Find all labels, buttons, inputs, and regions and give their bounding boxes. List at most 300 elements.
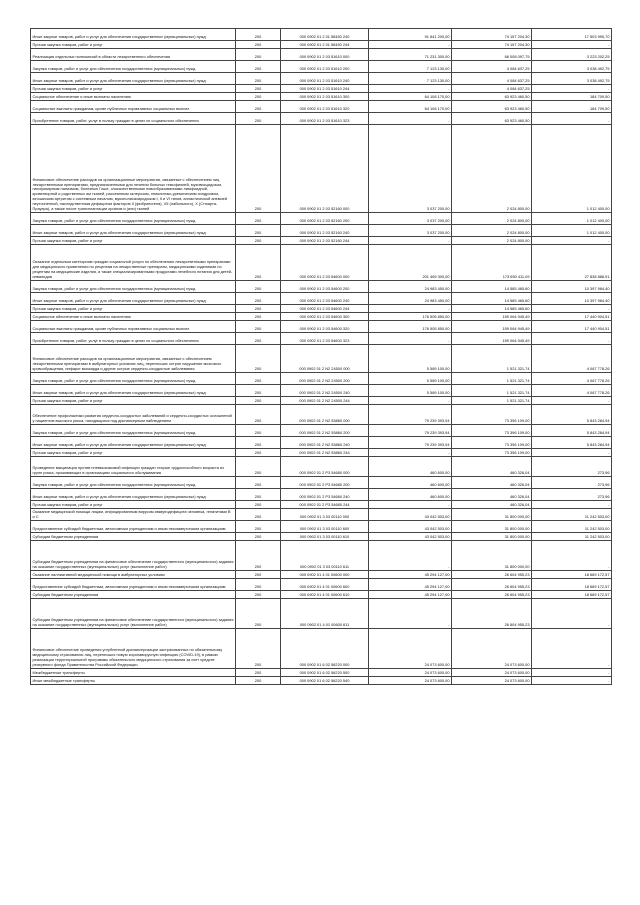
row-unexecuted-amount: - <box>532 599 612 629</box>
row-line-code: 200 <box>236 397 281 405</box>
row-approved-amount: 43 042 503,00 <box>369 521 452 533</box>
table-row <box>31 225 612 237</box>
row-unexecuted-amount: 273,96 <box>532 489 612 501</box>
row-line-code: 200 <box>236 321 281 333</box>
row-unexecuted-amount: - <box>532 41 612 49</box>
row-approved-amount: 7 123 130,00 <box>369 61 452 73</box>
row-executed-amount: 24 073 600,00 <box>452 677 532 685</box>
row-budget-code: 000 0902 01 2 03 54600 240 <box>281 293 369 305</box>
row-executed-amount: 2 024 800,00 <box>452 225 532 237</box>
row-description: Иные закупки товаров, работ и услуг для обеспечения государственных (муниципальных) нужд <box>31 73 236 85</box>
row-description: Социальное обеспечение и иные выплаты населению <box>31 93 236 101</box>
row-unexecuted-amount: 17 440 904,51 <box>532 313 612 321</box>
table-row <box>31 457 612 477</box>
row-description: Закупка товаров, работ и услуг для обеспечения государственных (муниципальных) нужд <box>31 213 236 225</box>
row-executed-amount: 73 396 109,00 <box>452 405 532 425</box>
table-row <box>31 73 612 85</box>
row-budget-code: 000 0902 01 2 03 54600 200 <box>281 281 369 293</box>
table-row <box>31 345 612 373</box>
row-line-code: 200 <box>236 449 281 457</box>
row-budget-code: 000 0902 01 2 03 51610 240 <box>281 73 369 85</box>
row-line-code: 200 <box>236 29 281 41</box>
row-unexecuted-amount: 27 838 888,91 <box>532 245 612 281</box>
row-approved-amount: 45 294 127,00 <box>369 591 452 599</box>
row-description: Оказание медицинской помощи лицам, инфицированным вирусом иммунодефицита человека, гепатитами B и C <box>31 509 236 521</box>
row-description: Прочая закупка товаров, работ и услуг <box>31 305 236 313</box>
row-line-code: 200 <box>236 333 281 345</box>
row-line-code: 200 <box>236 437 281 449</box>
row-approved-amount: 24 983 450,00 <box>369 293 452 305</box>
row-unexecuted-amount: - <box>532 237 612 245</box>
row-unexecuted-amount: - <box>532 501 612 509</box>
row-unexecuted-amount: 11 242 503,00 <box>532 521 612 533</box>
row-executed-amount: 26 604 955,23 <box>452 579 532 591</box>
row-approved-amount: 176 505 850,00 <box>369 313 452 321</box>
table-row <box>31 85 612 93</box>
row-budget-code: 000 0902 01 2 N2 55860 240 <box>281 437 369 449</box>
row-line-code: 200 <box>236 579 281 591</box>
row-unexecuted-amount: - <box>532 113 612 125</box>
table-row <box>31 477 612 489</box>
row-approved-amount: 24 983 450,00 <box>369 281 452 293</box>
row-budget-code: 000 0902 01 2 N2 55860 244 <box>281 449 369 457</box>
row-description: Финансовое обеспечение расходов на организационные мероприятия, связанные с обеспечением лиц лекарственными препаратами, предназначенными для лечения больных гемофилией, муковисцидозом, гипофизарным нанизмом, болезнью Гоше, злокачественными новообразованиями лимфоидной, кроветворной и родственных им тканей, рассеянным склерозом, гемолитико-уремическим синдромом, юношеским артритом с системным началом, мукополисахаридозом I, II и VI типов, апластической анемией неуточненной, наследственным дефицитом факторов II (фибриногена), VII (лабильного), X (Стюарта-Прауэра), а также после трансплантации органов и (или) тканей <box>31 125 236 213</box>
row-budget-code: 000 0902 01 3 03 00110 000 <box>281 509 369 521</box>
row-executed-amount: 74 157 204,30 <box>452 29 532 41</box>
row-budget-code: 000 0902 01 2 N2 24500 000 <box>281 345 369 373</box>
row-description: Оказание паллиативной медицинской помощи в амбулаторных условиях <box>31 571 236 579</box>
row-description: Межбюджетные трансферты <box>31 669 236 677</box>
row-approved-amount: 460 600,00 <box>369 457 452 477</box>
row-description: Закупка товаров, работ и услуг для обеспечения государственных (муниципальных) нужд <box>31 425 236 437</box>
row-description: Субсидии бюджетным учреждениям <box>31 533 236 541</box>
row-budget-code: 000 0902 01 3 03 00110 611 <box>281 541 369 571</box>
row-approved-amount: 79 239 393,94 <box>369 405 452 425</box>
row-budget-code: 000 0902 01 2 03 51610 000 <box>281 49 369 61</box>
row-approved-amount: 43 042 503,00 <box>369 509 452 521</box>
row-line-code: 200 <box>236 373 281 385</box>
table-row <box>31 125 612 213</box>
row-approved-amount: - <box>369 599 452 629</box>
row-budget-code: 000 0902 01 6 02 56220 540 <box>281 677 369 685</box>
row-approved-amount: - <box>369 333 452 345</box>
row-description: Обеспечение профилактики развития сердечно-сосудистых заболеваний и сердечно-сосудистых осложнений у пациентов высокого риска, находящихся под диспансерным наблюдением <box>31 405 236 425</box>
row-approved-amount: 7 123 130,00 <box>369 73 452 85</box>
row-budget-code: 000 0902 01 2 03 52160 240 <box>281 225 369 237</box>
row-line-code: 200 <box>236 501 281 509</box>
row-unexecuted-amount: 4 067 778,26 <box>532 373 612 385</box>
row-unexecuted-amount: - <box>532 541 612 571</box>
row-approved-amount: 79 239 393,94 <box>369 425 452 437</box>
row-description: Финансовое обеспечение расходов на организационные мероприятия, связанные с обеспечением лекарственными препаратами в амбулаторных условиях лиц, перенесших острое нарушение мозгового кровообращения, инфаркт миокарда и другие острые сердечно-сосудистые заболевания <box>31 345 236 373</box>
row-executed-amount: 1 521 321,74 <box>452 345 532 373</box>
row-approved-amount: 24 073 600,00 <box>369 677 452 685</box>
row-line-code: 200 <box>236 599 281 629</box>
table-row <box>31 425 612 437</box>
row-approved-amount: 64 108 170,00 <box>369 101 452 113</box>
row-unexecuted-amount: 3 223 202,25 <box>532 49 612 61</box>
row-line-code: 200 <box>236 533 281 541</box>
row-line-code: 200 <box>236 101 281 113</box>
row-approved-amount: 460 600,00 <box>369 489 452 501</box>
row-unexecuted-amount: 273,96 <box>532 457 612 477</box>
row-unexecuted-amount: 1 012 400,00 <box>532 125 612 213</box>
row-description: Прочая закупка товаров, работ и услуг <box>31 85 236 93</box>
row-unexecuted-amount: - <box>532 397 612 405</box>
row-budget-code: 000 0902 01 6 02 56220 000 <box>281 629 369 669</box>
row-unexecuted-amount: 10 397 984,40 <box>532 281 612 293</box>
table-row <box>31 333 612 345</box>
table-row <box>31 677 612 685</box>
row-budget-code: 000 0902 01 2 03 52160 244 <box>281 237 369 245</box>
row-budget-code: 000 0902 01 2 03 51610 320 <box>281 101 369 113</box>
row-budget-code: 000 0902 01 2 P3 54680 200 <box>281 477 369 489</box>
row-executed-amount: 63 923 460,50 <box>452 113 532 125</box>
row-executed-amount: 1 521 321,74 <box>452 397 532 405</box>
row-executed-amount: 24 073 600,00 <box>452 669 532 677</box>
row-description: Прочая закупка товаров, работ и услуг <box>31 41 236 49</box>
row-unexecuted-amount: 1 012 400,00 <box>532 213 612 225</box>
row-line-code: 200 <box>236 305 281 313</box>
row-approved-amount: - <box>369 541 452 571</box>
row-approved-amount: - <box>369 237 452 245</box>
row-line-code: 200 <box>236 245 281 281</box>
row-budget-code: 000 0902 01 2 P3 54680 244 <box>281 501 369 509</box>
row-executed-amount: 14 585 465,60 <box>452 293 532 305</box>
row-executed-amount: 26 604 955,23 <box>452 599 532 629</box>
row-line-code: 200 <box>236 73 281 85</box>
table-row <box>31 521 612 533</box>
row-unexecuted-amount: - <box>532 305 612 313</box>
row-approved-amount: 24 073 600,00 <box>369 669 452 677</box>
row-executed-amount: 159 064 945,49 <box>452 313 532 321</box>
row-unexecuted-amount: 18 689 172,57 <box>532 571 612 579</box>
row-unexecuted-amount: 17 440 904,51 <box>532 321 612 333</box>
row-line-code: 200 <box>236 405 281 425</box>
row-executed-amount: 173 650 411,09 <box>452 245 532 281</box>
expenditure-table <box>30 28 612 685</box>
row-description: Закупка товаров, работ и услуг для обеспечения государственных (муниципальных) нужд <box>31 373 236 385</box>
table-row <box>31 213 612 225</box>
row-budget-code: 000 0902 01 4 01 00600 600 <box>281 579 369 591</box>
row-unexecuted-amount: 3 038 492,75 <box>532 61 612 73</box>
row-description: Субсидии бюджетным учреждениям на финансовое обеспечение государственного (муниципального) задания на оказание государственных (муниципальных) услуг (выполнение работ) <box>31 541 236 571</box>
row-line-code: 200 <box>236 313 281 321</box>
row-budget-code: 000 0902 01 2 03 51610 200 <box>281 61 369 73</box>
row-executed-amount: 63 923 460,50 <box>452 93 532 101</box>
table-row <box>31 237 612 245</box>
row-executed-amount: 2 024 800,00 <box>452 125 532 213</box>
row-line-code: 200 <box>236 237 281 245</box>
row-approved-amount: - <box>369 305 452 313</box>
row-description: Иные закупки товаров, работ и услуг для обеспечения государственных (муниципальных) нужд <box>31 29 236 41</box>
row-description: Реализация отдельных полномочий в области лекарственного обеспечения <box>31 49 236 61</box>
row-description: Иные закупки товаров, работ и услуг для обеспечения государственных (муниципальных) нужд <box>31 437 236 449</box>
row-description: Финансовое обеспечение проведения углубленной диспансеризации застрахованных по обязательному медицинскому страхованию лиц, перенесших новую коронавирусную инфекцию (COVID-19), в рамках реализации территориальной программы обязательного медицинского страхования за счет средств резервного фонда Правительства Российской Федерации <box>31 629 236 669</box>
row-budget-code: 000 0902 01 2 03 52160 200 <box>281 213 369 225</box>
table-body <box>31 29 612 685</box>
table-row <box>31 591 612 599</box>
row-executed-amount: 24 073 600,00 <box>452 629 532 669</box>
table-row <box>31 501 612 509</box>
row-description: Субсидии бюджетным учреждениям <box>31 591 236 599</box>
row-budget-code: 000 0902 01 2 03 54600 323 <box>281 333 369 345</box>
row-unexecuted-amount: 10 397 984,40 <box>532 293 612 305</box>
row-unexecuted-amount: 5 843 284,94 <box>532 405 612 425</box>
table-row <box>31 293 612 305</box>
table-row <box>31 41 612 49</box>
table-row <box>31 571 612 579</box>
row-line-code: 200 <box>236 293 281 305</box>
row-budget-code: 000 0902 01 6 02 56220 500 <box>281 669 369 677</box>
row-budget-code: 000 0902 01 2 03 54600 000 <box>281 245 369 281</box>
row-unexecuted-amount: 11 242 503,00 <box>532 509 612 521</box>
row-executed-amount: 73 396 109,00 <box>452 449 532 457</box>
row-unexecuted-amount: 184 709,50 <box>532 93 612 101</box>
row-line-code: 200 <box>236 125 281 213</box>
row-executed-amount: 31 800 000,00 <box>452 533 532 541</box>
row-description: Субсидии бюджетным учреждениям на финансовое обеспечение государственного (муниципального) задания на оказание государственных (муниципальных) услуг (выполнение работ) <box>31 599 236 629</box>
row-budget-code: 000 0902 01 2 N2 55860 200 <box>281 425 369 437</box>
table-row <box>31 579 612 591</box>
row-line-code: 200 <box>236 489 281 501</box>
row-unexecuted-amount: 5 843 284,94 <box>532 437 612 449</box>
table-row <box>31 313 612 321</box>
row-line-code: 200 <box>236 345 281 373</box>
row-budget-code: 000 0902 01 2 01 58450 240 <box>281 29 369 41</box>
row-budget-code: 000 0902 01 2 03 51610 244 <box>281 85 369 93</box>
row-budget-code: 000 0902 01 2 N2 24500 244 <box>281 397 369 405</box>
row-budget-code: 000 0902 01 2 03 54600 300 <box>281 313 369 321</box>
row-line-code: 200 <box>236 677 281 685</box>
table-row <box>31 405 612 425</box>
row-description: Иные межбюджетные трансферты <box>31 677 236 685</box>
row-executed-amount: 31 800 000,00 <box>452 509 532 521</box>
row-executed-amount: 4 084 637,25 <box>452 85 532 93</box>
row-executed-amount: 1 521 321,74 <box>452 373 532 385</box>
row-unexecuted-amount: 17 503 995,70 <box>532 29 612 41</box>
row-unexecuted-amount: 4 067 778,26 <box>532 385 612 397</box>
row-approved-amount: - <box>369 85 452 93</box>
row-line-code: 200 <box>236 61 281 73</box>
row-description: Социальное обеспечение и иные выплаты населению <box>31 313 236 321</box>
row-description: Прочая закупка товаров, работ и услуг <box>31 449 236 457</box>
table-row <box>31 489 612 501</box>
table-row <box>31 281 612 293</box>
row-budget-code: 000 0902 01 3 03 00110 610 <box>281 533 369 541</box>
table-row <box>31 397 612 405</box>
row-description: Иные закупки товаров, работ и услуг для обеспечения государственных (муниципальных) нужд <box>31 225 236 237</box>
row-line-code: 200 <box>236 41 281 49</box>
row-unexecuted-amount: 3 038 492,75 <box>532 73 612 85</box>
row-budget-code: 000 0902 01 4 01 00600 000 <box>281 571 369 579</box>
row-approved-amount: 5 589 100,00 <box>369 345 452 373</box>
row-description: Закупка товаров, работ и услуг для обеспечения государственных (муниципальных) нужд <box>31 477 236 489</box>
row-unexecuted-amount: 273,96 <box>532 477 612 489</box>
row-line-code: 200 <box>236 591 281 599</box>
row-approved-amount: 176 505 850,00 <box>369 321 452 333</box>
row-approved-amount: 79 239 393,94 <box>369 437 452 449</box>
row-approved-amount: 24 073 600,00 <box>369 629 452 669</box>
row-budget-code: 000 0902 01 4 01 00600 610 <box>281 591 369 599</box>
row-executed-amount: 460 326,04 <box>452 501 532 509</box>
row-approved-amount: 3 037 200,00 <box>369 125 452 213</box>
row-description: Иные закупки товаров, работ и услуг для обеспечения государственных (муниципальных) нужд <box>31 489 236 501</box>
row-line-code: 200 <box>236 509 281 521</box>
row-approved-amount: - <box>369 501 452 509</box>
row-line-code: 200 <box>236 541 281 571</box>
row-approved-amount: - <box>369 41 452 49</box>
row-description: Приобретение товаров, работ, услуг в пользу граждан в целях их социального обеспечения <box>31 113 236 125</box>
table-row <box>31 599 612 629</box>
row-line-code: 200 <box>236 629 281 669</box>
row-executed-amount: 159 064 945,49 <box>452 321 532 333</box>
row-approved-amount: 3 037 200,00 <box>369 225 452 237</box>
row-unexecuted-amount: - <box>532 333 612 345</box>
table-row <box>31 373 612 385</box>
row-budget-code: 000 0902 01 3 03 00110 600 <box>281 521 369 533</box>
row-line-code: 200 <box>236 669 281 677</box>
table-row <box>31 321 612 333</box>
row-budget-code: 000 0902 01 2 03 54600 320 <box>281 321 369 333</box>
row-budget-code: 000 0902 01 2 P3 54680 000 <box>281 457 369 477</box>
row-budget-code: 000 0902 01 2 01 58450 244 <box>281 41 369 49</box>
row-executed-amount: 31 800 000,00 <box>452 521 532 533</box>
row-unexecuted-amount: 18 689 172,57 <box>532 591 612 599</box>
budget-execution-table-page <box>30 28 611 685</box>
table-row <box>31 449 612 457</box>
table-row <box>31 61 612 73</box>
table-row <box>31 29 612 41</box>
table-row <box>31 629 612 669</box>
row-line-code: 200 <box>236 281 281 293</box>
row-line-code: 200 <box>236 521 281 533</box>
row-description: Закупка товаров, работ и услуг для обеспечения государственных (муниципальных) нужд <box>31 281 236 293</box>
table-row <box>31 437 612 449</box>
row-unexecuted-amount: - <box>532 449 612 457</box>
row-budget-code: 000 0902 01 2 N2 55860 000 <box>281 405 369 425</box>
row-approved-amount: 201 469 300,00 <box>369 245 452 281</box>
row-description: Прочая закупка товаров, работ и услуг <box>31 237 236 245</box>
row-unexecuted-amount: - <box>532 677 612 685</box>
row-line-code: 200 <box>236 49 281 61</box>
row-description: Проведение вакцинации против пневмококковой инфекции граждан старше трудоспособного возраста из групп риска, проживающих в организациях социального обслуживания <box>31 457 236 477</box>
row-description: Закупка товаров, работ и услуг для обеспечения государственных (муниципальных) нужд <box>31 61 236 73</box>
table-row <box>31 305 612 313</box>
table-row <box>31 93 612 101</box>
row-unexecuted-amount: - <box>532 85 612 93</box>
row-budget-code: 000 0902 01 2 03 51610 323 <box>281 113 369 125</box>
row-executed-amount: 73 396 109,00 <box>452 437 532 449</box>
row-budget-code: 000 0902 01 2 P3 54680 240 <box>281 489 369 501</box>
row-executed-amount: 460 326,04 <box>452 457 532 477</box>
row-line-code: 200 <box>236 385 281 397</box>
row-executed-amount: 460 326,04 <box>452 477 532 489</box>
row-executed-amount: 74 157 204,30 <box>452 41 532 49</box>
row-executed-amount: 31 800 000,00 <box>452 541 532 571</box>
row-executed-amount: 159 064 945,49 <box>452 333 532 345</box>
row-description: Приобретение товаров, работ, услуг в пользу граждан в целях их социального обеспечения <box>31 333 236 345</box>
row-executed-amount: 14 585 465,60 <box>452 281 532 293</box>
row-executed-amount: 14 585 465,60 <box>452 305 532 313</box>
table-row <box>31 385 612 397</box>
row-budget-code: 000 0902 01 4 01 00600 611 <box>281 599 369 629</box>
table-row <box>31 245 612 281</box>
row-description: Прочая закупка товаров, работ и услуг <box>31 501 236 509</box>
row-line-code: 200 <box>236 457 281 477</box>
row-approved-amount: - <box>369 397 452 405</box>
row-description: Иные закупки товаров, работ и услуг для обеспечения государственных (муниципальных) нужд <box>31 385 236 397</box>
row-approved-amount: 45 294 127,00 <box>369 579 452 591</box>
row-line-code: 200 <box>236 213 281 225</box>
row-executed-amount: 460 326,04 <box>452 489 532 501</box>
table-row <box>31 49 612 61</box>
row-line-code: 200 <box>236 225 281 237</box>
row-executed-amount: 2 024 800,00 <box>452 213 532 225</box>
row-line-code: 200 <box>236 425 281 437</box>
row-approved-amount: 71 231 300,00 <box>369 49 452 61</box>
row-description: Социальные выплаты гражданам, кроме публичных нормативных социальных выплат <box>31 101 236 113</box>
table-row <box>31 509 612 521</box>
row-unexecuted-amount: 4 067 778,26 <box>532 345 612 373</box>
row-unexecuted-amount: 1 012 400,00 <box>532 225 612 237</box>
row-approved-amount: 43 042 503,00 <box>369 533 452 541</box>
row-executed-amount: 68 008 097,75 <box>452 49 532 61</box>
row-executed-amount: 1 521 321,74 <box>452 385 532 397</box>
row-description: Предоставление субсидий бюджетным, автономным учреждениям и иным некоммерческим организациям <box>31 579 236 591</box>
row-description: Предоставление субсидий бюджетным, автономным учреждениям и иным некоммерческим организациям <box>31 521 236 533</box>
table-row <box>31 101 612 113</box>
row-line-code: 200 <box>236 85 281 93</box>
row-unexecuted-amount: - <box>532 669 612 677</box>
table-row <box>31 541 612 571</box>
row-unexecuted-amount: 18 689 172,57 <box>532 579 612 591</box>
row-approved-amount: - <box>369 113 452 125</box>
row-line-code: 200 <box>236 571 281 579</box>
row-executed-amount: 2 024 800,00 <box>452 237 532 245</box>
row-description: Оказание отдельным категориям граждан социальной услуги по обеспечению лекарственными препаратами для медицинского применения по рецептам на лекарственные препараты, медицинскими изделиями по рецептам на медицинские изделия, а также специализированными продуктами лечебного питания для детей-инвалидов <box>31 245 236 281</box>
row-approved-amount: 91 641 200,00 <box>369 29 452 41</box>
row-executed-amount: 26 604 955,23 <box>452 571 532 579</box>
row-budget-code: 000 0902 01 2 N2 24500 240 <box>281 385 369 397</box>
row-description: Социальные выплаты гражданам, кроме публичных нормативных социальных выплат <box>31 321 236 333</box>
row-line-code: 200 <box>236 477 281 489</box>
row-executed-amount: 4 084 637,25 <box>452 61 532 73</box>
table-row <box>31 533 612 541</box>
row-executed-amount: 73 396 109,00 <box>452 425 532 437</box>
row-budget-code: 000 0902 01 2 N2 24500 200 <box>281 373 369 385</box>
row-budget-code: 000 0902 01 2 03 51610 300 <box>281 93 369 101</box>
row-description: Иные закупки товаров, работ и услуг для обеспечения государственных (муниципальных) нужд <box>31 293 236 305</box>
row-executed-amount: 26 604 955,23 <box>452 591 532 599</box>
row-description: Прочая закупка товаров, работ и услуг <box>31 397 236 405</box>
row-executed-amount: 4 084 637,25 <box>452 73 532 85</box>
row-line-code: 200 <box>236 93 281 101</box>
table-row <box>31 669 612 677</box>
row-approved-amount: 64 108 170,00 <box>369 93 452 101</box>
row-budget-code: 000 0902 01 2 03 54600 244 <box>281 305 369 313</box>
row-approved-amount: 460 600,00 <box>369 477 452 489</box>
row-line-code: 200 <box>236 113 281 125</box>
row-approved-amount: 5 589 100,00 <box>369 385 452 397</box>
row-executed-amount: 63 923 460,50 <box>452 101 532 113</box>
row-approved-amount: 45 294 127,00 <box>369 571 452 579</box>
row-approved-amount: - <box>369 449 452 457</box>
row-unexecuted-amount: 184 709,50 <box>532 101 612 113</box>
row-unexecuted-amount: 11 242 503,00 <box>532 533 612 541</box>
row-unexecuted-amount: - <box>532 629 612 669</box>
row-unexecuted-amount: 5 843 284,94 <box>532 425 612 437</box>
